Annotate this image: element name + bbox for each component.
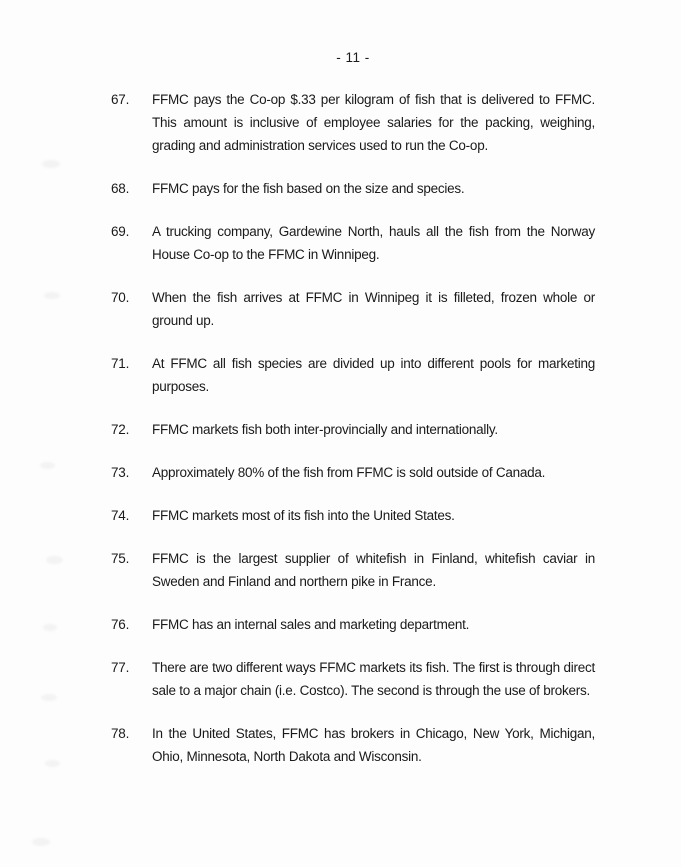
paragraph-number: 69. (111, 224, 130, 239)
paragraph-number: 74. (111, 508, 130, 523)
paragraph-text: When the fish arrives at FFMC in Winnipeg it is filleted, frozen whole or ground up. (152, 290, 595, 328)
paragraph-text: At FFMC all fish species are divided up into different pools for marketing purposes. (152, 356, 595, 394)
paragraph-text: FFMC has an internal sales and marketing department. (152, 617, 470, 632)
paragraph-number: 67. (111, 92, 130, 107)
paragraph (111, 613, 595, 636)
paragraph (111, 461, 595, 484)
paragraph-number: 73. (111, 465, 130, 480)
paragraph-number: 70. (111, 290, 130, 305)
paragraph (111, 352, 595, 398)
paragraph-list (111, 88, 595, 788)
paragraph (111, 547, 595, 593)
scan-smudge (40, 462, 55, 469)
paragraph (111, 286, 595, 332)
paragraph-text: There are two different ways FFMC markets its fish. The first is through direct sale to a major chain (i.e. Costco). The second is through the use of brokers. (152, 660, 595, 698)
paragraph-text: In the United States, FFMC has brokers in Chicago, New York, Michigan, Ohio, Minnesota, North Dakota and Wisconsin. (152, 726, 595, 764)
paragraph (111, 177, 595, 200)
paragraph (111, 88, 595, 157)
paragraph (111, 418, 595, 441)
paragraph-number: 78. (111, 726, 130, 741)
paragraph-number: 75. (111, 551, 130, 566)
scan-smudge (32, 838, 50, 846)
scan-smudge (41, 694, 57, 701)
paragraph-text: FFMC pays the Co-op $.33 per kilogram of fish that is delivered to FFMC. This amount is inclusive of employee salaries for the packing, weighing, grading and administration services used to run the Co-op. (152, 92, 595, 153)
paragraph-text: Approximately 80% of the fish from FFMC is sold outside of Canada. (152, 465, 546, 480)
paragraph-text: FFMC markets most of its fish into the United States. (152, 508, 455, 523)
paragraph (111, 220, 595, 266)
paragraph-number: 72. (111, 422, 130, 437)
paragraph-number: 71. (111, 356, 130, 371)
paragraph-number: 76. (111, 617, 130, 632)
paragraph-text: FFMC markets fish both inter-provincially and internationally. (152, 422, 498, 437)
page-number: - 11 - (336, 50, 370, 65)
scan-smudge (46, 556, 63, 564)
paragraph (111, 656, 595, 702)
scan-smudge (45, 760, 60, 767)
scan-smudge (44, 292, 60, 299)
paragraph (111, 504, 595, 527)
paragraph (111, 722, 595, 768)
paragraph-text: A trucking company, Gardewine North, hauls all the fish from the Norway House Co-op to the FFMC in Winnipeg. (152, 224, 595, 262)
paragraph-number: 68. (111, 181, 130, 196)
paragraph-number: 77. (111, 660, 130, 675)
paragraph-text: FFMC is the largest supplier of whitefish in Finland, whitefish caviar in Sweden and Finland and northern pike in France. (152, 551, 595, 589)
paragraph-text: FFMC pays for the fish based on the size and species. (152, 181, 465, 196)
scan-smudge (42, 160, 60, 168)
scan-smudge (43, 624, 57, 631)
